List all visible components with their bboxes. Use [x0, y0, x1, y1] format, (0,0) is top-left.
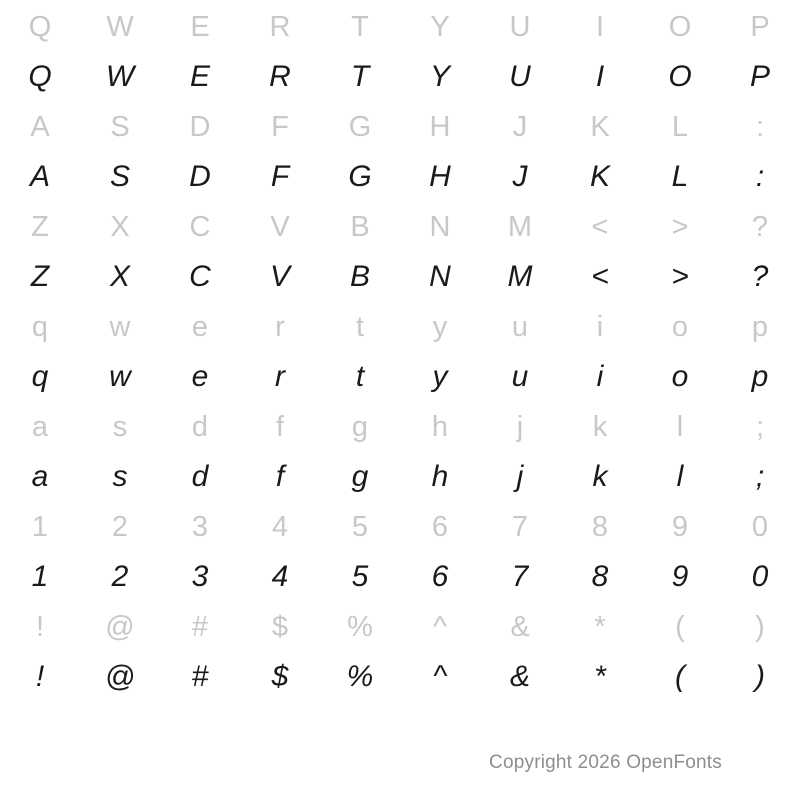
glyph-cell: 3 [191, 560, 209, 593]
glyph-cell: # [191, 660, 209, 693]
glyph-cell: ( [675, 610, 685, 643]
glyph-cell: B [350, 210, 370, 243]
glyph-cell: < [591, 210, 609, 243]
glyph-cell: : [755, 110, 765, 143]
glyph-cell: r [275, 310, 285, 343]
glyph-cell: F [270, 160, 290, 193]
glyph-cell: I [595, 10, 605, 43]
glyph-cell: X [109, 260, 130, 293]
glyph-cell: # [191, 610, 209, 643]
glyph-cell: g [351, 410, 369, 443]
glyph-cell: P [749, 60, 770, 93]
glyph-cell: ^ [432, 660, 448, 693]
glyph-row [0, 152, 800, 202]
glyph-row [0, 302, 800, 352]
glyph-cell: 4 [271, 510, 289, 543]
glyph-cell: u [511, 360, 529, 393]
glyph-cell: O [668, 10, 692, 43]
glyph-cell: 5 [351, 510, 369, 543]
glyph-cell: N [429, 260, 451, 293]
glyph-row [0, 452, 800, 502]
glyph-cell: l [676, 460, 684, 493]
glyph-cell: e [191, 310, 209, 343]
glyph-cell: H [429, 160, 451, 193]
glyph-row [0, 402, 800, 452]
glyph-row [0, 602, 800, 652]
glyph-cell: k [592, 410, 608, 443]
glyph-row [0, 552, 800, 602]
glyph-cell: j [516, 410, 524, 443]
glyph-cell: R [269, 10, 291, 43]
glyph-cell: ? [751, 260, 769, 293]
copyright-notice: Copyright 2026 OpenFonts [489, 752, 722, 773]
glyph-cell: a [31, 410, 49, 443]
glyph-cell: * [594, 660, 606, 693]
glyph-cell: Y [430, 10, 450, 43]
glyph-cell: * [594, 610, 606, 643]
glyph-cell: 9 [671, 510, 689, 543]
glyph-cell: d [191, 460, 209, 493]
glyph-cell: ; [755, 460, 765, 493]
glyph-cell: T [350, 60, 370, 93]
glyph-cell: l [676, 410, 684, 443]
glyph-cell: Z [30, 260, 50, 293]
glyph-cell: w [109, 310, 131, 343]
glyph-cell: ^ [433, 610, 447, 643]
glyph-cell: C [189, 210, 211, 243]
glyph-cell: p [751, 310, 769, 343]
glyph-cell: R [269, 60, 291, 93]
glyph-cell: ! [35, 660, 45, 693]
glyph-cell: d [191, 410, 209, 443]
glyph-cell: T [351, 10, 369, 43]
glyph-cell: y [432, 310, 448, 343]
glyph-cell: S [109, 160, 130, 193]
glyph-cell: 7 [511, 560, 529, 593]
glyph-cell: G [348, 110, 372, 143]
glyph-row [0, 202, 800, 252]
glyph-cell: P [750, 10, 770, 43]
glyph-cell: o [671, 360, 689, 393]
glyph-cell: ! [35, 610, 45, 643]
glyph-cell: O [668, 60, 692, 93]
glyph-cell: % [347, 610, 373, 643]
glyph-cell: N [429, 210, 451, 243]
glyph-cell: & [510, 610, 530, 643]
glyph-cell: U [509, 60, 531, 93]
glyph-cell: Z [31, 210, 49, 243]
glyph-cell: 0 [751, 560, 769, 593]
glyph-cell: > [671, 210, 689, 243]
glyph-cell: L [671, 160, 689, 193]
glyph-cell: s [112, 460, 128, 493]
glyph-cell: u [511, 310, 529, 343]
glyph-cell: t [355, 360, 365, 393]
glyph-cell: : [755, 160, 765, 193]
glyph-cell: r [275, 360, 285, 393]
glyph-cell: t [355, 310, 365, 343]
glyph-cell: S [110, 110, 130, 143]
glyph-cell: C [189, 260, 211, 293]
glyph-cell: i [596, 310, 604, 343]
glyph-cell: j [516, 460, 524, 493]
glyph-cell: > [671, 260, 689, 293]
glyph-cell: o [671, 310, 689, 343]
glyph-cell: J [512, 160, 528, 193]
glyph-cell: X [110, 210, 130, 243]
glyph-cell: ) [755, 660, 765, 693]
glyph-cell: A [30, 110, 50, 143]
glyph-cell: $ [271, 660, 289, 693]
glyph-cell: 4 [271, 560, 289, 593]
glyph-cell: ? [751, 210, 769, 243]
glyph-cell: F [271, 110, 289, 143]
glyph-cell: 1 [31, 510, 49, 543]
glyph-cell: Q [28, 10, 52, 43]
glyph-cell: s [112, 410, 128, 443]
glyph-cell: I [595, 60, 605, 93]
glyph-cell: W [105, 60, 135, 93]
glyph-cell: V [269, 260, 290, 293]
glyph-cell: y [432, 360, 448, 393]
glyph-cell: 8 [591, 560, 609, 593]
glyph-cell: G [348, 160, 372, 193]
glyph-cell: 9 [671, 560, 689, 593]
glyph-cell: V [270, 210, 290, 243]
glyph-cell: 6 [431, 560, 449, 593]
glyph-cell: % [346, 660, 374, 693]
glyph-cell: B [349, 260, 370, 293]
glyph-cell: a [31, 460, 49, 493]
glyph-cell: 3 [191, 510, 209, 543]
glyph-cell: i [596, 360, 604, 393]
glyph-row [0, 2, 800, 52]
glyph-row [0, 102, 800, 152]
glyph-cell: $ [271, 610, 289, 643]
glyph-row [0, 502, 800, 552]
glyph-cell: & [509, 660, 530, 693]
glyph-cell: 6 [431, 510, 449, 543]
glyph-cell: q [31, 360, 49, 393]
glyph-cell: g [351, 460, 369, 493]
glyph-cell: H [429, 110, 451, 143]
glyph-cell: 5 [351, 560, 369, 593]
glyph-cell: p [751, 360, 769, 393]
glyph-cell: D [189, 160, 211, 193]
glyph-cell: K [590, 110, 610, 143]
glyph-cell: 1 [31, 560, 49, 593]
glyph-cell: w [109, 360, 131, 393]
glyph-row [0, 52, 800, 102]
glyph-cell: M [507, 210, 533, 243]
glyph-row [0, 652, 800, 702]
glyph-cell: Q [28, 60, 52, 93]
glyph-cell: 8 [591, 510, 609, 543]
glyph-cell: h [431, 460, 449, 493]
glyph-cell: h [431, 410, 449, 443]
glyph-cell: U [509, 10, 531, 43]
glyph-cell: L [671, 110, 689, 143]
glyph-cell: 2 [111, 560, 129, 593]
glyph-cell: J [512, 110, 528, 143]
glyph-cell: K [589, 160, 610, 193]
glyph-cell: @ [105, 610, 135, 643]
glyph-cell: e [191, 360, 209, 393]
glyph-cell: f [275, 410, 285, 443]
glyph-cell: 2 [111, 510, 129, 543]
glyph-cell: Y [429, 60, 450, 93]
glyph-cell: < [591, 260, 609, 293]
glyph-cell: q [31, 310, 49, 343]
glyph-cell: A [29, 160, 50, 193]
glyph-cell: 0 [751, 510, 769, 543]
glyph-cell: 7 [511, 510, 529, 543]
glyph-row [0, 252, 800, 302]
glyph-cell: W [106, 10, 134, 43]
glyph-cell: M [507, 260, 533, 293]
glyph-cell: E [189, 60, 210, 93]
glyph-cell: D [189, 110, 211, 143]
glyph-cell: ; [755, 410, 765, 443]
glyph-cell: ) [755, 610, 765, 643]
glyph-cell: @ [104, 660, 136, 693]
glyph-cell: E [190, 10, 210, 43]
glyph-cell: k [592, 460, 608, 493]
glyph-cell: f [275, 460, 285, 493]
glyph-row [0, 352, 800, 402]
glyph-cell: ( [675, 660, 685, 693]
